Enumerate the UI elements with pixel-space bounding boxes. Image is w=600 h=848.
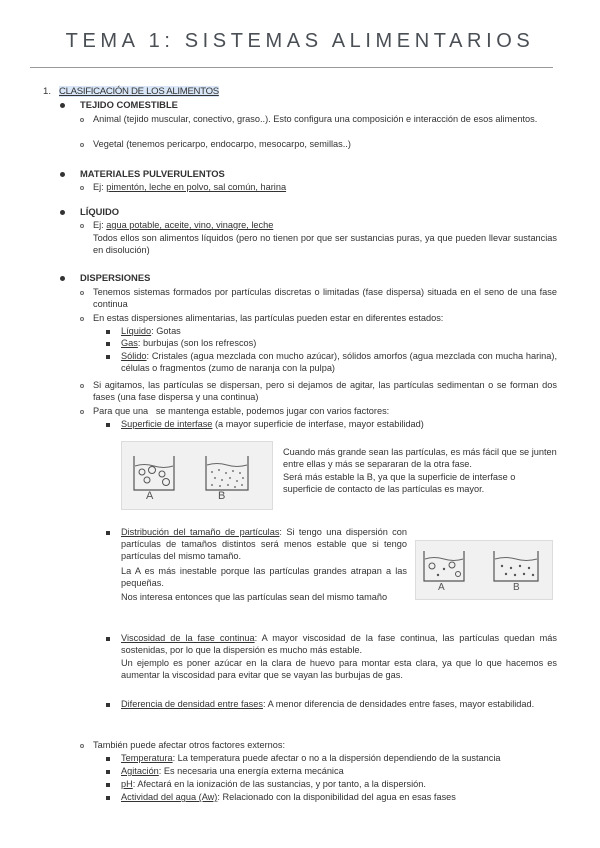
bullet-circle — [80, 186, 84, 190]
example-list: pimentón, leche en polvo, sal común, harina — [106, 182, 287, 192]
bullet-circle — [80, 410, 84, 414]
bullet-square — [106, 423, 110, 427]
section-number: 1. — [43, 86, 52, 97]
example-prefix: Ej: — [93, 220, 107, 230]
estado-term: Gas — [121, 338, 138, 348]
liquido-note: Todos ellos son alimentos líquidos (pero no tienen por que ser sustancias puras, ya que pueden llevar sustancias en disolución) — [93, 233, 557, 256]
pulverulentos-heading: MATERIALES PULVERULENTOS — [80, 168, 225, 179]
distribucion-desc1: La A es más inestable porque las partículas grandes atrapan a las pequeñas. — [121, 566, 407, 589]
estado-liquido — [121, 325, 557, 337]
bullet-circle — [80, 384, 84, 388]
distribucion-desc2: Nos interesa entonces que las partículas sean del mismo tamaño — [121, 592, 388, 602]
externo-agitacion — [121, 765, 557, 777]
sketch-surface-photo — [121, 441, 273, 510]
example-prefix: Ej: — [93, 182, 107, 192]
bullet-circle — [80, 118, 84, 122]
factor-distribucion — [121, 526, 407, 563]
sketch-label-b: B — [513, 582, 520, 593]
dispersiones-p3: Si agitamos, las partículas se dispersan, pero si dejamos de agitar, las partículas sedimentan o se forman dos fases (una fase dispersa y una continua) — [93, 380, 557, 403]
bullet-circle — [80, 143, 84, 147]
viscosidad-desc1: Un ejemplo es poner azúcar en la clara de huevo para montar esta clara, ya que lo que hacemos es aumentar la viscosidad para evitar que se vayan las burbujas de gas. — [121, 658, 557, 681]
estado-text: : burbujas (son los refrescos) — [137, 338, 257, 348]
externo-text: : Afectará en la ionización de las sustancias, y por tanto, a la dispersión. — [132, 779, 426, 789]
estado-gas — [121, 337, 557, 349]
factor-term: Superficie de interfase — [121, 419, 213, 429]
tejido-animal: Animal (tejido muscular, conectivo, graso..). Esto configura una composición e interacción de esos alimentos. — [93, 114, 538, 124]
bullet-square — [106, 531, 110, 535]
superficie-desc2: Será más estable la B, ya que la superficie de interfase o superficie de contacto de las partículas es mayor. — [283, 472, 516, 495]
title-divider — [30, 67, 553, 68]
sketch-distribution-drawing — [416, 541, 552, 599]
section-heading — [43, 86, 219, 97]
pulverulentos-examples — [93, 181, 557, 193]
liquido-examples — [93, 219, 557, 231]
bullet-square — [106, 355, 110, 359]
externo-text: : La temperatura puede afectar o no a la dispersión dependiendo de la sustancia — [172, 753, 501, 763]
bullet-circle — [80, 224, 84, 228]
bullet-square — [106, 796, 110, 800]
bullet-dot — [60, 172, 65, 177]
externo-text: : Es necesaria una energía externa mecánica — [158, 766, 344, 776]
factor-term: Diferencia de densidad entre fases — [121, 699, 263, 709]
externo-term: Temperatura — [121, 753, 173, 763]
bullet-square — [106, 770, 110, 774]
externo-term: Agitación — [121, 766, 159, 776]
sketch-label-a: A — [438, 582, 445, 593]
factor-term: Distribución del tamaño de partículas — [121, 527, 280, 537]
bullet-square — [106, 757, 110, 761]
bullet-square — [106, 342, 110, 346]
dispersiones-p5: También puede afectar otros factores externos: — [93, 740, 286, 750]
sketch-label-a: A — [146, 490, 154, 502]
sketch-distribution-photo — [415, 540, 553, 600]
dispersiones-p1: Tenemos sistemas formados por partículas discretas o limitadas (fase dispersa) situada en el seno de una fase continua — [93, 287, 557, 310]
section-label: CLASIFICACIÓN DE LOS ALIMENTOS — [59, 86, 219, 97]
superficie-desc1: Cuando más grande sean las partículas, es más fácil que se junten entre ellas y más se separaran de la otra fase. — [283, 447, 557, 470]
estado-solido — [121, 350, 557, 374]
sketch-surface-drawing — [122, 442, 272, 509]
dispersiones-p2: En estas dispersiones alimentarias, las partículas pueden estar en diferentes estados: — [93, 313, 444, 323]
externo-term: pH — [121, 779, 133, 789]
bullet-dot — [60, 276, 65, 281]
bullet-square — [106, 783, 110, 787]
factor-term: Viscosidad de la fase continua — [121, 633, 255, 643]
sketch-label-b: B — [218, 490, 226, 502]
estado-text: : Gotas — [151, 326, 181, 336]
estado-text: : Cristales (agua mezclada con mucho azúcar), sólidos amorfos (agua mezclada con mucha harina), células o fragmentos (zumo de naranja con la pulpa) — [121, 351, 557, 374]
bullet-dot — [60, 103, 65, 108]
bullet-square — [106, 637, 110, 641]
externo-ph — [121, 778, 557, 790]
externo-term: Actividad del agua (Aw) — [121, 792, 218, 802]
factor-viscosidad — [121, 632, 557, 656]
bullet-circle — [80, 317, 84, 321]
dispersiones-heading: DISPERSIONES — [80, 272, 151, 283]
externo-temperatura — [121, 752, 557, 764]
estado-term: Líquido — [121, 326, 152, 336]
factor-text: (a mayor superficie de interfase, mayor estabilidad) — [212, 419, 424, 429]
factor-superficie — [121, 418, 557, 430]
bullet-circle — [80, 744, 84, 748]
dispersiones-p4: Para que una se mantenga estable, podemos jugar con varios factores: — [93, 406, 390, 416]
bullet-dot — [60, 210, 65, 215]
tejido-heading: TEJIDO COMESTIBLE — [80, 99, 178, 110]
example-list: agua potable, aceite, vino, vinagre, leche — [106, 220, 274, 230]
page-title: TEMA 1: SISTEMAS ALIMENTARIOS — [65, 30, 535, 52]
bullet-square — [106, 703, 110, 707]
estado-term: Sólido — [121, 351, 147, 361]
factor-text: : A menor diferencia de densidades entre fases, mayor estabilidad. — [263, 699, 535, 709]
factor-densidad — [121, 698, 557, 710]
tejido-vegetal: Vegetal (tenemos pericarpo, endocarpo, mesocarpo, semillas..) — [93, 139, 351, 149]
externo-text: : Relacionado con la disponibilidad del agua en esas fases — [217, 792, 456, 802]
bullet-circle — [80, 291, 84, 295]
factor-text: : A mayor viscosidad de la fase continua, las partículas quedan más sostenidas, por lo que la dispersión es mucho más estable. — [121, 633, 558, 656]
liquido-heading: LÍQUIDO — [80, 206, 120, 217]
externo-aw — [121, 791, 557, 803]
factor-text: : Si tengo una dispersión con partículas de tamaños distintos será menos estable que si tengo partículas del mismo tamaño. — [121, 527, 407, 562]
bullet-square — [106, 330, 110, 334]
